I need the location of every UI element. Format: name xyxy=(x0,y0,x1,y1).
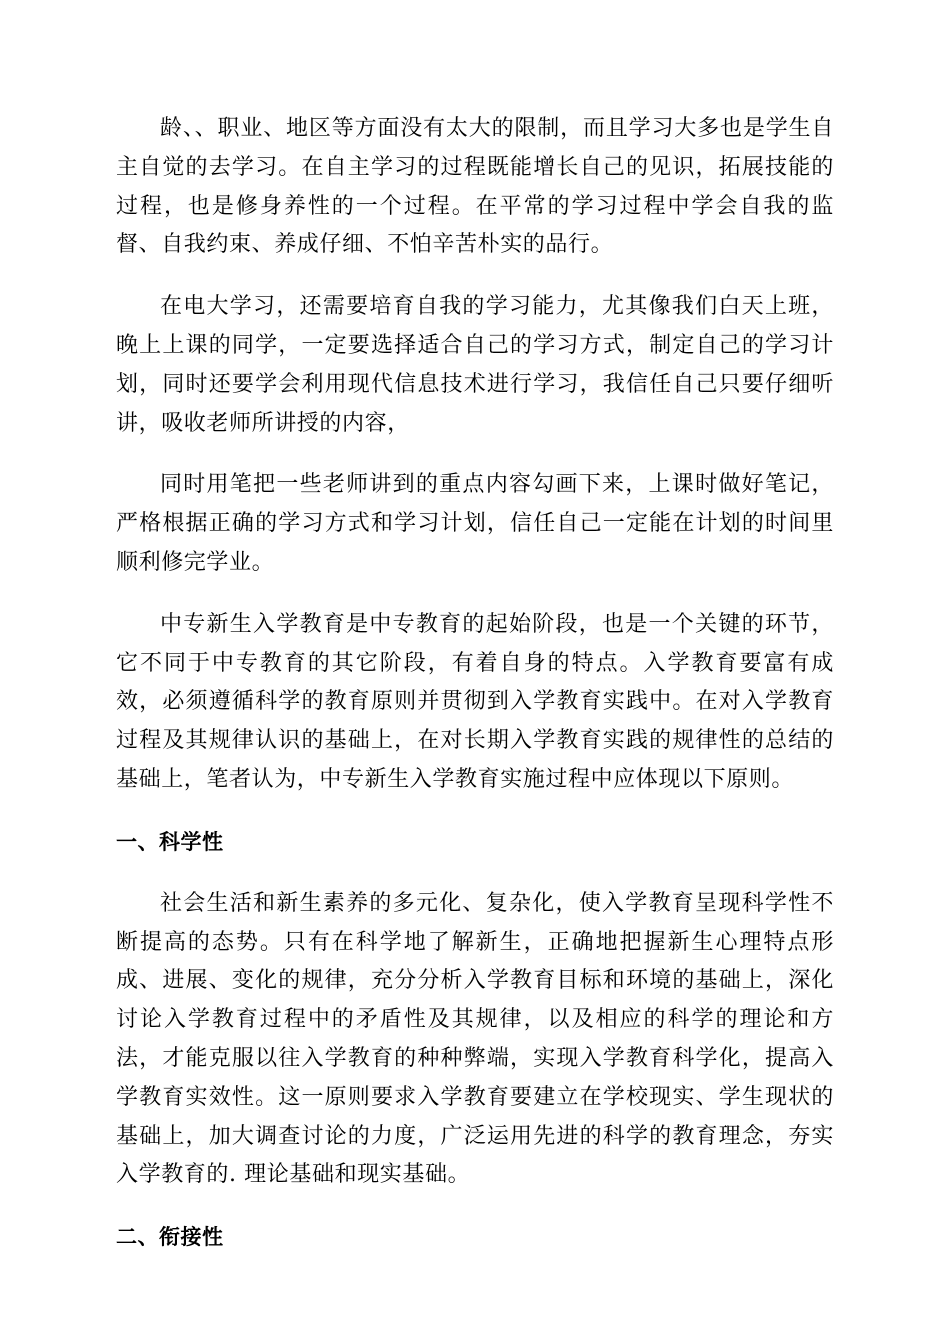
document-page xyxy=(116,110,834,1280)
paragraph-4: 中专新生入学教育是中专教育的起始阶段，也是一个关键的环节，它不同于中专教育的其它阶段，有着自身的特点。入学教育要富有成效，必须遵循科学的教育原则并贯彻到入学教育实践中。在对入学教育过程及其规律认识的基础上，在对长期入学教育实践的规律性的总结的基础上，笔者认为，中专新生入学教育实施过程中应体现以下原则。 xyxy=(116,611,834,792)
paragraph-1: 龄、、职业、地区等方面没有太大的限制，而且学习大多也是学生自主自觉的去学习。在自主学习的过程既能增长自己的见识，拓展技能的过程，也是修身养性的一个过程。在平常的学习过程中学会自我的监督、自我约束、养成仔细、不怕辛苦朴实的品行。 xyxy=(116,116,834,258)
section-heading-2: 二、衔接性 xyxy=(116,1225,224,1250)
section-heading-1: 一、科学性 xyxy=(116,829,224,854)
paragraph-2: 在电大学习，还需要培育自我的学习能力，尤其像我们白天上班，晚上上课的同学，一定要选择适合自己的学习方式，制定自己的学习计划，同时还要学会利用现代信息技术进行学习，我信任自己只要仔细听讲，吸收老师所讲授的内容， xyxy=(116,294,834,436)
paragraph-3: 同时用笔把一些老师讲到的重点内容勾画下来，上课时做好笔记，严格根据正确的学习方式和学习计划，信任自己一定能在计划的时间里顺利修完学业。 xyxy=(116,472,834,575)
paragraph-5: 社会生活和新生素养的多元化、复杂化，使入学教育呈现科学性不断提高的态势。只有在科学地了解新生，正确地把握新生心理特点形成、进展、变化的规律，充分分析入学教育目标和环境的基础上，深化讨论入学教育过程中的矛盾性及其规律，以及相应的科学的理论和方法，才能克服以往入学教育的种种弊端，实现入学教育科学化，提高入学教育实效性。这一原则要求入学教育要建立在学校现实、学生现状的基础上，加大调查讨论的力度，广泛运用先进的科学的教育理念，夯实入学教育的. 理论基础和现实基础。 xyxy=(116,890,834,1188)
